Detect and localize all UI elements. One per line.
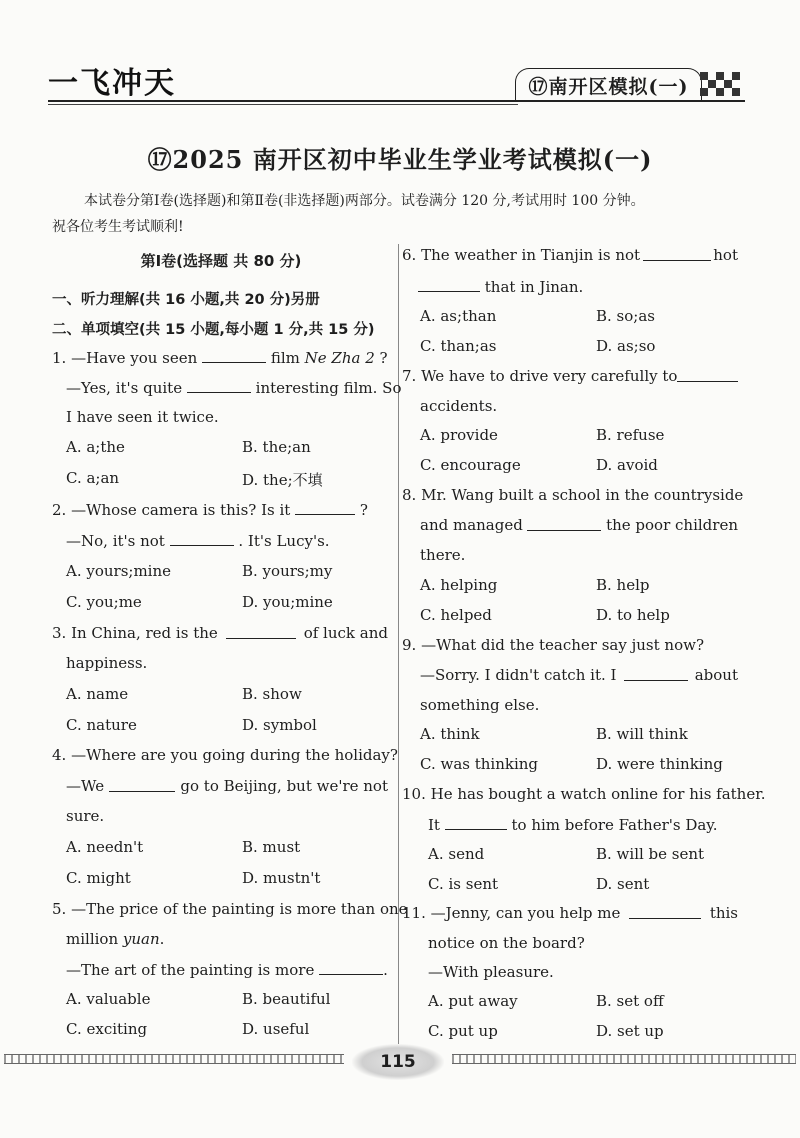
option-c[interactable]: C. was thinking xyxy=(420,755,539,773)
option-a[interactable]: A. a;the xyxy=(66,438,125,456)
option-d[interactable]: D. set up xyxy=(596,1022,664,1040)
option-c[interactable]: C. helped xyxy=(420,606,492,624)
question-2-line-2: —No, it's not . It's Lucy's. xyxy=(66,532,330,550)
answer-blank[interactable] xyxy=(295,500,355,515)
question-4-line-3: sure. xyxy=(66,807,105,825)
option-a[interactable]: A. name xyxy=(66,685,129,703)
footer-ornament-left xyxy=(4,1054,344,1064)
section-tab xyxy=(515,68,702,101)
section-listening: 一、听力理解(共 16 小题,共 20 分)另册 xyxy=(52,292,320,308)
question-4: 4. —Where are you going during the holiday? xyxy=(52,746,398,764)
question-3: 3. In China, red is the of luck and xyxy=(52,624,388,642)
option-d[interactable]: D. symbol xyxy=(242,716,317,734)
section-tab-rule xyxy=(515,100,745,102)
question-6: 6. The weather in Tianjin is not hot xyxy=(402,246,738,264)
header-rule-thin xyxy=(48,104,518,105)
column-divider xyxy=(398,244,399,1044)
question-1-line-3: I have seen it twice. xyxy=(66,408,219,426)
option-d[interactable]: D. you;mine xyxy=(242,593,333,611)
option-d[interactable]: D. sent xyxy=(596,875,650,893)
option-b[interactable]: B. refuse xyxy=(596,426,665,444)
option-a[interactable]: A. think xyxy=(420,725,480,743)
option-b[interactable]: B. yours;my xyxy=(242,562,333,580)
question-1: 1. —Have you seen film Ne Zha 2 ? xyxy=(52,349,388,367)
question-5-line-2: million yuan. xyxy=(66,930,165,948)
question-5-line-3: —The art of the painting is more . xyxy=(66,961,388,979)
question-5: 5. —The price of the painting is more than one xyxy=(52,900,408,918)
answer-blank[interactable] xyxy=(677,367,738,382)
part-title: 第Ⅰ卷(选择题 共 80 分) xyxy=(140,252,302,270)
question-8: 8. Mr. Wang built a school in the countryside xyxy=(402,486,744,504)
answer-blank[interactable] xyxy=(319,960,383,975)
option-c[interactable]: C. put up xyxy=(428,1022,498,1040)
question-11-line-3: —With pleasure. xyxy=(428,963,554,981)
option-c[interactable]: C. nature xyxy=(66,716,137,734)
option-d[interactable]: D. avoid xyxy=(596,456,658,474)
option-a[interactable]: A. provide xyxy=(420,426,498,444)
question-10: 10. He has bought a watch online for his father. xyxy=(402,785,766,803)
option-c[interactable]: C. might xyxy=(66,869,131,887)
answer-blank[interactable] xyxy=(527,516,601,531)
option-b[interactable]: B. the;an xyxy=(242,438,311,456)
answer-blank[interactable] xyxy=(624,666,688,681)
option-d[interactable]: D. the;不填 xyxy=(242,471,323,489)
answer-blank[interactable] xyxy=(109,777,175,792)
answer-blank[interactable] xyxy=(170,531,234,546)
option-d[interactable]: D. as;so xyxy=(596,337,656,355)
footer-ornament-right xyxy=(452,1054,796,1064)
answer-blank[interactable] xyxy=(629,904,701,919)
question-8-line-3: there. xyxy=(420,546,466,564)
page-number: 115 xyxy=(352,1044,444,1080)
option-c[interactable]: C. exciting xyxy=(66,1020,148,1038)
question-8-line-2: and managed the poor children xyxy=(420,516,738,534)
question-3-line-2: happiness. xyxy=(66,654,148,672)
option-a[interactable]: A. needn't xyxy=(66,838,144,856)
option-b[interactable]: B. set off xyxy=(596,992,664,1010)
option-a[interactable]: A. send xyxy=(428,845,485,863)
question-9: 9. —What did the teacher say just now? xyxy=(402,636,704,654)
option-b[interactable]: B. help xyxy=(596,576,650,594)
question-7-line-2: accidents. xyxy=(420,397,498,415)
option-c[interactable]: C. than;as xyxy=(420,337,497,355)
question-6-line-2: that in Jinan. xyxy=(418,277,583,296)
option-a[interactable]: A. yours;mine xyxy=(66,562,172,580)
question-9-line-2: —Sorry. I didn't catch it. I about xyxy=(420,666,738,684)
question-9-line-3: something else. xyxy=(420,696,540,714)
section-single-choice: 二、单项填空(共 15 小题,每小题 1 分,共 15 分) xyxy=(52,322,375,338)
answer-blank[interactable] xyxy=(445,815,507,830)
brand-logo: 一飞冲天 xyxy=(48,66,176,101)
option-d[interactable]: D. were thinking xyxy=(596,755,723,773)
question-11-line-2: notice on the board? xyxy=(428,934,585,952)
answer-blank[interactable] xyxy=(202,348,266,363)
header-rule xyxy=(48,100,518,102)
option-c[interactable]: C. you;me xyxy=(66,593,142,611)
option-b[interactable]: B. will think xyxy=(596,725,688,743)
option-d[interactable]: D. to help xyxy=(596,606,670,624)
question-2: 2. —Whose camera is this? Is it ? xyxy=(52,501,368,519)
instructions-line-2: 祝各位考生考试顺利! xyxy=(52,219,184,235)
answer-blank[interactable] xyxy=(226,624,296,639)
option-a[interactable]: A. put away xyxy=(428,992,518,1010)
option-a[interactable]: A. helping xyxy=(420,576,498,594)
option-b[interactable]: B. will be sent xyxy=(596,845,705,863)
question-11: 11. —Jenny, can you help me this xyxy=(402,904,738,922)
option-b[interactable]: B. show xyxy=(242,685,302,703)
option-d[interactable]: D. mustn't xyxy=(242,869,321,887)
option-c[interactable]: C. is sent xyxy=(428,875,499,893)
option-c[interactable]: C. encourage xyxy=(420,456,521,474)
section-label: ⑰南开区模拟(一) xyxy=(528,75,689,98)
page-header xyxy=(0,0,800,115)
question-7: 7. We have to drive very carefully to xyxy=(402,367,738,385)
exam-instructions xyxy=(52,188,762,240)
option-c[interactable]: C. a;an xyxy=(66,469,120,487)
question-10-line-2: It to him before Father's Day. xyxy=(428,816,718,834)
question-1-line-2: —Yes, it's quite interesting film. So xyxy=(66,379,402,397)
option-a[interactable]: A. as;than xyxy=(420,307,497,325)
question-4-line-2: —We go to Beijing, but we're not xyxy=(66,777,388,795)
option-b[interactable]: B. so;as xyxy=(596,307,655,325)
page-footer xyxy=(0,1040,800,1090)
answer-blank[interactable] xyxy=(418,277,480,292)
option-d[interactable]: D. useful xyxy=(242,1020,310,1038)
answer-blank[interactable] xyxy=(643,246,711,261)
option-a[interactable]: A. valuable xyxy=(66,990,151,1008)
checker-decoration-icon xyxy=(700,72,740,100)
exam-title: ⑰2025 南开区初中毕业生学业考试模拟(一) xyxy=(147,145,653,174)
instructions-line-1: 本试卷分第Ⅰ卷(选择题)和第Ⅱ卷(非选择题)两部分。试卷满分 120 分,考试用时 100 分钟。 xyxy=(84,193,645,209)
option-b[interactable]: B. beautiful xyxy=(242,990,331,1008)
option-b[interactable]: B. must xyxy=(242,838,301,856)
answer-blank[interactable] xyxy=(187,378,251,393)
